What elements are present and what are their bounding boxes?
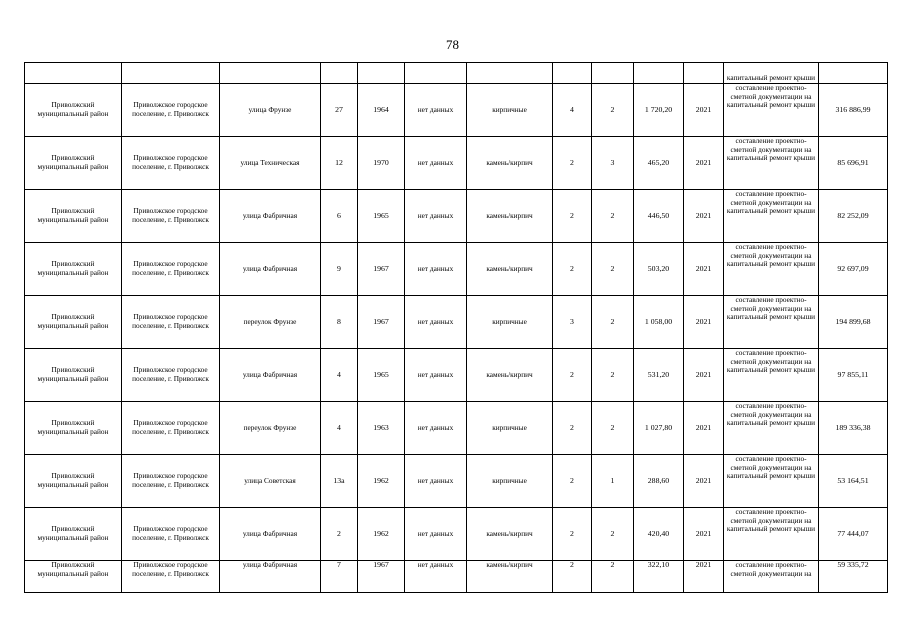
- material-cell: кирпичные: [467, 84, 553, 137]
- plan-year-cell: 2021: [684, 508, 724, 561]
- work-cell: составление проектно-сметной документации на капитальный ремонт крыши: [724, 296, 819, 349]
- floors-cell: 2: [553, 243, 592, 296]
- plan-year-cell: 2021: [684, 243, 724, 296]
- settlement-cell: Приволжское городское поселение, г. Приволжск: [122, 137, 220, 190]
- cost-cell: 85 696,91: [819, 137, 888, 190]
- work-cell: составление проектно-сметной документации на капитальный ремонт крыши: [724, 402, 819, 455]
- table-row: [25, 508, 888, 561]
- settlement-cell: Приволжское городское поселение, г. Приволжск: [122, 349, 220, 402]
- status-cell: нет данных: [405, 137, 467, 190]
- table-row: [25, 402, 888, 455]
- plan-year-cell: 2021: [684, 190, 724, 243]
- street-cell: улица Фабричная: [220, 508, 321, 561]
- street-cell: улица Фабричная: [220, 190, 321, 243]
- page-number: 78: [446, 37, 459, 52]
- settlement-cell: Приволжское городское поселение, г. Приволжск: [122, 84, 220, 137]
- entrances-cell: 2: [592, 402, 634, 455]
- repair-program-table: [24, 62, 888, 593]
- material-cell: кирпичные: [467, 296, 553, 349]
- year-cell: 1964: [358, 84, 405, 137]
- year-cell: 1970: [358, 137, 405, 190]
- plan-year-cell: 2021: [684, 296, 724, 349]
- entrances-cell: 2: [592, 508, 634, 561]
- material-cell: кирпичные: [467, 455, 553, 508]
- house-cell: 27: [321, 84, 358, 137]
- floors-cell: 2: [553, 137, 592, 190]
- area-cell: 288,60: [634, 455, 684, 508]
- street-cell: переулок Фрунзе: [220, 296, 321, 349]
- area-cell: 1 720,20: [634, 84, 684, 137]
- table-row: [25, 349, 888, 402]
- entrances-cell: 3: [592, 137, 634, 190]
- street-cell: улица Советская: [220, 455, 321, 508]
- plan-year-cell: 2021: [684, 561, 724, 593]
- area-cell: 1 058,00: [634, 296, 684, 349]
- material-cell: кирпичные: [467, 402, 553, 455]
- cost-cell: 59 335,72: [819, 561, 888, 593]
- year-cell: 1967: [358, 243, 405, 296]
- year-cell: 1967: [358, 296, 405, 349]
- status-cell: нет данных: [405, 243, 467, 296]
- district-cell: Приволжский муниципальный район: [25, 561, 122, 593]
- house-cell: 7: [321, 561, 358, 593]
- district-cell: [25, 63, 122, 84]
- settlement-cell: Приволжское городское поселение, г. Приволжск: [122, 296, 220, 349]
- status-cell: нет данных: [405, 296, 467, 349]
- status-cell: нет данных: [405, 84, 467, 137]
- plan-year-cell: 2021: [684, 349, 724, 402]
- year-cell: 1967: [358, 561, 405, 593]
- table-row: [25, 190, 888, 243]
- cost-cell: 194 899,68: [819, 296, 888, 349]
- floors-cell: 3: [553, 296, 592, 349]
- status-cell: нет данных: [405, 190, 467, 243]
- material-cell: камень/кирпич: [467, 349, 553, 402]
- entrances-cell: 2: [592, 561, 634, 593]
- material-cell: камень/кирпич: [467, 190, 553, 243]
- district-cell: Приволжский муниципальный район: [25, 349, 122, 402]
- status-cell: нет данных: [405, 508, 467, 561]
- area-cell: 446,50: [634, 190, 684, 243]
- year-cell: 1963: [358, 402, 405, 455]
- street-cell: переулок Фрунзе: [220, 402, 321, 455]
- table-row: [25, 296, 888, 349]
- plan-year-cell: 2021: [684, 137, 724, 190]
- district-cell: Приволжский муниципальный район: [25, 296, 122, 349]
- cost-cell: 97 855,11: [819, 349, 888, 402]
- work-cell: составление проектно-сметной документации на: [724, 561, 819, 593]
- area-cell: 1 027,80: [634, 402, 684, 455]
- table-row: [25, 243, 888, 296]
- entrances-cell: 1: [592, 455, 634, 508]
- floors-cell: 4: [553, 84, 592, 137]
- street-cell: улица Техническая: [220, 137, 321, 190]
- entrances-cell: [592, 63, 634, 84]
- material-cell: камень/кирпич: [467, 243, 553, 296]
- plan-year-cell: 2021: [684, 402, 724, 455]
- work-cell: составление проектно-сметной документации на капитальный ремонт крыши: [724, 243, 819, 296]
- cost-cell: [819, 63, 888, 84]
- work-cell: составление проектно-сметной документации на капитальный ремонт крыши: [724, 349, 819, 402]
- material-cell: камень/кирпич: [467, 561, 553, 593]
- district-cell: Приволжский муниципальный район: [25, 402, 122, 455]
- house-cell: 4: [321, 402, 358, 455]
- house-cell: 12: [321, 137, 358, 190]
- table-row: [25, 561, 888, 593]
- street-cell: [220, 63, 321, 84]
- table-row: [25, 84, 888, 137]
- status-cell: [405, 63, 467, 84]
- house-cell: 6: [321, 190, 358, 243]
- settlement-cell: Приволжское городское поселение, г. Приволжск: [122, 402, 220, 455]
- street-cell: улица Фабричная: [220, 349, 321, 402]
- floors-cell: 2: [553, 402, 592, 455]
- district-cell: Приволжский муниципальный район: [25, 508, 122, 561]
- plan-year-cell: 2021: [684, 84, 724, 137]
- status-cell: нет данных: [405, 455, 467, 508]
- status-cell: нет данных: [405, 561, 467, 593]
- settlement-cell: Приволжское городское поселение, г. Приволжск: [122, 243, 220, 296]
- house-cell: 4: [321, 349, 358, 402]
- street-cell: улица Фабричная: [220, 561, 321, 593]
- plan-year-cell: [684, 63, 724, 84]
- floors-cell: 2: [553, 508, 592, 561]
- floors-cell: 2: [553, 455, 592, 508]
- entrances-cell: 2: [592, 296, 634, 349]
- district-cell: Приволжский муниципальный район: [25, 137, 122, 190]
- work-cell: составление проектно-сметной документации на капитальный ремонт крыши: [724, 508, 819, 561]
- year-cell: [358, 63, 405, 84]
- cost-cell: 53 164,51: [819, 455, 888, 508]
- status-cell: нет данных: [405, 402, 467, 455]
- year-cell: 1965: [358, 190, 405, 243]
- district-cell: Приволжский муниципальный район: [25, 190, 122, 243]
- settlement-cell: Приволжское городское поселение, г. Приволжск: [122, 455, 220, 508]
- district-cell: Приволжский муниципальный район: [25, 84, 122, 137]
- floors-cell: 2: [553, 561, 592, 593]
- settlement-cell: [122, 63, 220, 84]
- work-cell: составление проектно-сметной документации на капитальный ремонт крыши: [724, 84, 819, 137]
- material-cell: камень/кирпич: [467, 508, 553, 561]
- area-cell: 531,20: [634, 349, 684, 402]
- material-cell: [467, 63, 553, 84]
- entrances-cell: 2: [592, 243, 634, 296]
- house-cell: 13а: [321, 455, 358, 508]
- area-cell: 420,40: [634, 508, 684, 561]
- cost-cell: 82 252,09: [819, 190, 888, 243]
- table-row: [25, 455, 888, 508]
- year-cell: 1965: [358, 349, 405, 402]
- continued-row: [25, 63, 888, 84]
- work-cell: капитальный ремонт крыши: [724, 63, 819, 84]
- settlement-cell: Приволжское городское поселение, г. Приволжск: [122, 561, 220, 593]
- district-cell: Приволжский муниципальный район: [25, 243, 122, 296]
- area-cell: 322,10: [634, 561, 684, 593]
- work-cell: составление проектно-сметной документации на капитальный ремонт крыши: [724, 137, 819, 190]
- cost-cell: 92 697,09: [819, 243, 888, 296]
- cost-cell: 77 444,07: [819, 508, 888, 561]
- settlement-cell: Приволжское городское поселение, г. Приволжск: [122, 508, 220, 561]
- area-cell: 503,20: [634, 243, 684, 296]
- cost-cell: 316 886,99: [819, 84, 888, 137]
- year-cell: 1962: [358, 455, 405, 508]
- street-cell: улица Фабричная: [220, 243, 321, 296]
- house-cell: 8: [321, 296, 358, 349]
- floors-cell: 2: [553, 349, 592, 402]
- street-cell: улица Фрунзе: [220, 84, 321, 137]
- plan-year-cell: 2021: [684, 455, 724, 508]
- table-row: [25, 137, 888, 190]
- entrances-cell: 2: [592, 84, 634, 137]
- settlement-cell: Приволжское городское поселение, г. Приволжск: [122, 190, 220, 243]
- work-cell: составление проектно-сметной документации на капитальный ремонт крыши: [724, 190, 819, 243]
- work-cell: составление проектно-сметной документации на капитальный ремонт крыши: [724, 455, 819, 508]
- district-cell: Приволжский муниципальный район: [25, 455, 122, 508]
- house-cell: 2: [321, 508, 358, 561]
- cost-cell: 189 336,38: [819, 402, 888, 455]
- area-cell: 465,20: [634, 137, 684, 190]
- house-cell: [321, 63, 358, 84]
- status-cell: нет данных: [405, 349, 467, 402]
- area-cell: [634, 63, 684, 84]
- entrances-cell: 2: [592, 349, 634, 402]
- year-cell: 1962: [358, 508, 405, 561]
- floors-cell: 2: [553, 190, 592, 243]
- house-cell: 9: [321, 243, 358, 296]
- floors-cell: [553, 63, 592, 84]
- entrances-cell: 2: [592, 190, 634, 243]
- material-cell: камень/кирпич: [467, 137, 553, 190]
